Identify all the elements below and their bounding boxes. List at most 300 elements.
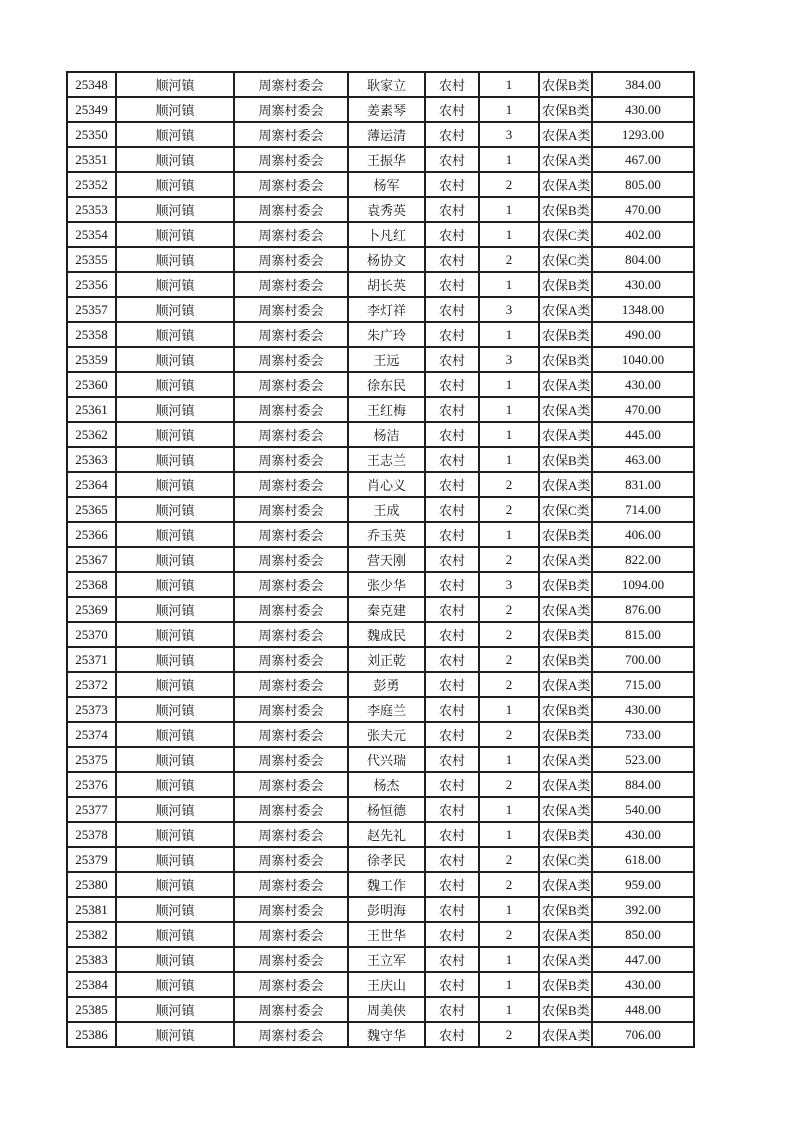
- cell-amount: 822.00: [592, 547, 694, 572]
- cell-id: 25380: [67, 872, 116, 897]
- table-row: [67, 772, 694, 797]
- cell-village: 周寨村委会: [234, 472, 348, 497]
- cell-id: 25348: [67, 72, 116, 97]
- cell-name: 胡长英: [348, 272, 425, 297]
- cell-name: 魏守华: [348, 1022, 425, 1047]
- cell-village: 周寨村委会: [234, 97, 348, 122]
- cell-residence: 农村: [425, 872, 479, 897]
- cell-residence: 农村: [425, 1022, 479, 1047]
- cell-id: 25352: [67, 172, 116, 197]
- cell-residence: 农村: [425, 272, 479, 297]
- cell-village: 周寨村委会: [234, 772, 348, 797]
- cell-amount: 1348.00: [592, 297, 694, 322]
- cell-count: 1: [479, 997, 539, 1022]
- table-row: [67, 222, 694, 247]
- cell-id: 25381: [67, 897, 116, 922]
- cell-amount: 448.00: [592, 997, 694, 1022]
- cell-insurance-category: 农保B类: [539, 647, 592, 672]
- cell-amount: 884.00: [592, 772, 694, 797]
- cell-name: 杨军: [348, 172, 425, 197]
- cell-village: 周寨村委会: [234, 647, 348, 672]
- cell-village: 周寨村委会: [234, 697, 348, 722]
- cell-residence: 农村: [425, 72, 479, 97]
- cell-count: 1: [479, 397, 539, 422]
- cell-name: 秦克建: [348, 597, 425, 622]
- cell-id: 25359: [67, 347, 116, 372]
- cell-count: 3: [479, 297, 539, 322]
- cell-name: 王振华: [348, 147, 425, 172]
- table-row: [67, 897, 694, 922]
- cell-town: 顺河镇: [116, 847, 234, 872]
- cell-village: 周寨村委会: [234, 622, 348, 647]
- cell-amount: 540.00: [592, 797, 694, 822]
- cell-residence: 农村: [425, 647, 479, 672]
- cell-amount: 470.00: [592, 397, 694, 422]
- table-row: [67, 922, 694, 947]
- table-row: [67, 247, 694, 272]
- cell-count: 3: [479, 122, 539, 147]
- cell-id: 25372: [67, 672, 116, 697]
- cell-insurance-category: 农保B类: [539, 572, 592, 597]
- cell-town: 顺河镇: [116, 922, 234, 947]
- cell-village: 周寨村委会: [234, 422, 348, 447]
- cell-town: 顺河镇: [116, 547, 234, 572]
- cell-village: 周寨村委会: [234, 922, 348, 947]
- cell-village: 周寨村委会: [234, 522, 348, 547]
- cell-name: 王庆山: [348, 972, 425, 997]
- cell-residence: 农村: [425, 722, 479, 747]
- cell-count: 2: [479, 872, 539, 897]
- cell-insurance-category: 农保A类: [539, 147, 592, 172]
- cell-village: 周寨村委会: [234, 897, 348, 922]
- cell-town: 顺河镇: [116, 747, 234, 772]
- table-row: [67, 597, 694, 622]
- cell-town: 顺河镇: [116, 322, 234, 347]
- cell-residence: 农村: [425, 147, 479, 172]
- cell-id: 25356: [67, 272, 116, 297]
- table-row: [67, 372, 694, 397]
- cell-amount: 715.00: [592, 672, 694, 697]
- cell-name: 袁秀英: [348, 197, 425, 222]
- cell-id: 25358: [67, 322, 116, 347]
- cell-name: 杨杰: [348, 772, 425, 797]
- cell-count: 2: [479, 847, 539, 872]
- cell-amount: 430.00: [592, 972, 694, 997]
- cell-village: 周寨村委会: [234, 497, 348, 522]
- cell-amount: 959.00: [592, 872, 694, 897]
- cell-residence: 农村: [425, 922, 479, 947]
- table-row: [67, 297, 694, 322]
- cell-town: 顺河镇: [116, 772, 234, 797]
- cell-id: 25373: [67, 697, 116, 722]
- cell-insurance-category: 农保B类: [539, 322, 592, 347]
- cell-insurance-category: 农保B类: [539, 822, 592, 847]
- cell-residence: 农村: [425, 347, 479, 372]
- cell-amount: 490.00: [592, 322, 694, 347]
- cell-count: 1: [479, 97, 539, 122]
- cell-amount: 430.00: [592, 272, 694, 297]
- cell-insurance-category: 农保A类: [539, 672, 592, 697]
- cell-name: 徐东民: [348, 372, 425, 397]
- table-row: [67, 997, 694, 1022]
- cell-residence: 农村: [425, 247, 479, 272]
- cell-count: 2: [479, 247, 539, 272]
- table-row: [67, 1022, 694, 1047]
- table-row: [67, 697, 694, 722]
- cell-village: 周寨村委会: [234, 147, 348, 172]
- cell-insurance-category: 农保A类: [539, 947, 592, 972]
- cell-residence: 农村: [425, 222, 479, 247]
- cell-town: 顺河镇: [116, 447, 234, 472]
- cell-town: 顺河镇: [116, 947, 234, 972]
- cell-name: 肖心义: [348, 472, 425, 497]
- cell-town: 顺河镇: [116, 797, 234, 822]
- table-row: [67, 647, 694, 672]
- cell-town: 顺河镇: [116, 497, 234, 522]
- cell-village: 周寨村委会: [234, 197, 348, 222]
- table-row: [67, 447, 694, 472]
- cell-insurance-category: 农保B类: [539, 897, 592, 922]
- cell-name: 赵先礼: [348, 822, 425, 847]
- cell-amount: 430.00: [592, 697, 694, 722]
- table-row: [67, 947, 694, 972]
- cell-id: 25361: [67, 397, 116, 422]
- table-row: [67, 97, 694, 122]
- cell-village: 周寨村委会: [234, 72, 348, 97]
- cell-count: 2: [479, 722, 539, 747]
- pension-table: [66, 71, 695, 1048]
- table-row: [67, 672, 694, 697]
- cell-residence: 农村: [425, 372, 479, 397]
- cell-name: 耿家立: [348, 72, 425, 97]
- cell-id: 25370: [67, 622, 116, 647]
- cell-town: 顺河镇: [116, 697, 234, 722]
- cell-town: 顺河镇: [116, 297, 234, 322]
- cell-insurance-category: 农保B类: [539, 97, 592, 122]
- cell-amount: 804.00: [592, 247, 694, 272]
- cell-insurance-category: 农保C类: [539, 847, 592, 872]
- cell-count: 1: [479, 897, 539, 922]
- cell-amount: 523.00: [592, 747, 694, 772]
- cell-residence: 农村: [425, 547, 479, 572]
- cell-residence: 农村: [425, 797, 479, 822]
- cell-id: 25386: [67, 1022, 116, 1047]
- cell-amount: 447.00: [592, 947, 694, 972]
- cell-village: 周寨村委会: [234, 822, 348, 847]
- cell-id: 25368: [67, 572, 116, 597]
- cell-count: 1: [479, 697, 539, 722]
- cell-id: 25376: [67, 772, 116, 797]
- cell-name: 王立军: [348, 947, 425, 972]
- cell-name: 李灯祥: [348, 297, 425, 322]
- cell-insurance-category: 农保B类: [539, 447, 592, 472]
- cell-insurance-category: 农保B类: [539, 997, 592, 1022]
- cell-town: 顺河镇: [116, 522, 234, 547]
- cell-village: 周寨村委会: [234, 247, 348, 272]
- cell-insurance-category: 农保A类: [539, 797, 592, 822]
- cell-name: 魏工作: [348, 872, 425, 897]
- cell-village: 周寨村委会: [234, 122, 348, 147]
- cell-insurance-category: 农保C类: [539, 497, 592, 522]
- cell-name: 杨洁: [348, 422, 425, 447]
- cell-amount: 470.00: [592, 197, 694, 222]
- cell-residence: 农村: [425, 522, 479, 547]
- table-row: [67, 847, 694, 872]
- cell-residence: 农村: [425, 322, 479, 347]
- cell-count: 1: [479, 522, 539, 547]
- cell-name: 张少华: [348, 572, 425, 597]
- cell-amount: 876.00: [592, 597, 694, 622]
- table-row: [67, 822, 694, 847]
- cell-amount: 406.00: [592, 522, 694, 547]
- cell-town: 顺河镇: [116, 372, 234, 397]
- cell-id: 25374: [67, 722, 116, 747]
- cell-id: 25353: [67, 197, 116, 222]
- cell-id: 25364: [67, 472, 116, 497]
- cell-town: 顺河镇: [116, 422, 234, 447]
- cell-name: 薄运清: [348, 122, 425, 147]
- cell-residence: 农村: [425, 397, 479, 422]
- cell-town: 顺河镇: [116, 172, 234, 197]
- cell-count: 3: [479, 572, 539, 597]
- cell-village: 周寨村委会: [234, 747, 348, 772]
- cell-count: 2: [479, 672, 539, 697]
- cell-village: 周寨村委会: [234, 872, 348, 897]
- cell-name: 王成: [348, 497, 425, 522]
- cell-count: 2: [479, 472, 539, 497]
- cell-name: 周美侠: [348, 997, 425, 1022]
- cell-amount: 618.00: [592, 847, 694, 872]
- cell-name: 姜素琴: [348, 97, 425, 122]
- cell-insurance-category: 农保A类: [539, 122, 592, 147]
- table-row: [67, 747, 694, 772]
- cell-name: 彭勇: [348, 672, 425, 697]
- cell-town: 顺河镇: [116, 572, 234, 597]
- cell-insurance-category: 农保B类: [539, 72, 592, 97]
- table-row: [67, 147, 694, 172]
- cell-town: 顺河镇: [116, 597, 234, 622]
- cell-name: 营天刚: [348, 547, 425, 572]
- cell-village: 周寨村委会: [234, 347, 348, 372]
- cell-id: 25375: [67, 747, 116, 772]
- cell-insurance-category: 农保B类: [539, 197, 592, 222]
- cell-residence: 农村: [425, 172, 479, 197]
- cell-village: 周寨村委会: [234, 672, 348, 697]
- cell-village: 周寨村委会: [234, 972, 348, 997]
- cell-residence: 农村: [425, 572, 479, 597]
- cell-village: 周寨村委会: [234, 372, 348, 397]
- cell-count: 2: [479, 497, 539, 522]
- cell-amount: 430.00: [592, 822, 694, 847]
- cell-residence: 农村: [425, 947, 479, 972]
- cell-town: 顺河镇: [116, 197, 234, 222]
- cell-residence: 农村: [425, 447, 479, 472]
- cell-insurance-category: 农保A类: [539, 872, 592, 897]
- cell-count: 1: [479, 972, 539, 997]
- cell-residence: 农村: [425, 472, 479, 497]
- cell-amount: 1040.00: [592, 347, 694, 372]
- cell-id: 25360: [67, 372, 116, 397]
- cell-town: 顺河镇: [116, 272, 234, 297]
- cell-id: 25383: [67, 947, 116, 972]
- cell-village: 周寨村委会: [234, 447, 348, 472]
- table-row: [67, 347, 694, 372]
- cell-residence: 农村: [425, 822, 479, 847]
- cell-amount: 445.00: [592, 422, 694, 447]
- cell-name: 杨恒德: [348, 797, 425, 822]
- table-row: [67, 172, 694, 197]
- cell-residence: 农村: [425, 622, 479, 647]
- cell-residence: 农村: [425, 897, 479, 922]
- cell-town: 顺河镇: [116, 1022, 234, 1047]
- cell-residence: 农村: [425, 672, 479, 697]
- cell-name: 王远: [348, 347, 425, 372]
- cell-count: 1: [479, 422, 539, 447]
- cell-village: 周寨村委会: [234, 222, 348, 247]
- cell-id: 25367: [67, 547, 116, 572]
- cell-village: 周寨村委会: [234, 547, 348, 572]
- cell-id: 25385: [67, 997, 116, 1022]
- cell-insurance-category: 农保A类: [539, 922, 592, 947]
- cell-insurance-category: 农保B类: [539, 697, 592, 722]
- cell-amount: 430.00: [592, 97, 694, 122]
- cell-amount: 430.00: [592, 372, 694, 397]
- table-row: [67, 622, 694, 647]
- table-row: [67, 122, 694, 147]
- cell-id: 25349: [67, 97, 116, 122]
- cell-insurance-category: 农保B类: [539, 522, 592, 547]
- cell-insurance-category: 农保A类: [539, 547, 592, 572]
- cell-id: 25351: [67, 147, 116, 172]
- cell-count: 1: [479, 197, 539, 222]
- table-row: [67, 497, 694, 522]
- cell-residence: 农村: [425, 847, 479, 872]
- cell-town: 顺河镇: [116, 822, 234, 847]
- cell-residence: 农村: [425, 697, 479, 722]
- cell-count: 1: [479, 747, 539, 772]
- cell-name: 王世华: [348, 922, 425, 947]
- cell-count: 2: [479, 922, 539, 947]
- cell-insurance-category: 农保A类: [539, 597, 592, 622]
- cell-town: 顺河镇: [116, 622, 234, 647]
- cell-residence: 农村: [425, 122, 479, 147]
- cell-insurance-category: 农保B类: [539, 622, 592, 647]
- cell-residence: 农村: [425, 597, 479, 622]
- cell-town: 顺河镇: [116, 647, 234, 672]
- table-row: [67, 197, 694, 222]
- cell-residence: 农村: [425, 972, 479, 997]
- cell-id: 25377: [67, 797, 116, 822]
- table-row: [67, 397, 694, 422]
- cell-count: 2: [479, 547, 539, 572]
- cell-id: 25369: [67, 597, 116, 622]
- cell-id: 25354: [67, 222, 116, 247]
- table-row: [67, 797, 694, 822]
- cell-count: 2: [479, 1022, 539, 1047]
- cell-name: 王志兰: [348, 447, 425, 472]
- cell-town: 顺河镇: [116, 347, 234, 372]
- cell-name: 徐孝民: [348, 847, 425, 872]
- table-row: [67, 272, 694, 297]
- cell-village: 周寨村委会: [234, 1022, 348, 1047]
- cell-amount: 384.00: [592, 72, 694, 97]
- cell-village: 周寨村委会: [234, 797, 348, 822]
- cell-name: 乔玉英: [348, 522, 425, 547]
- cell-amount: 1293.00: [592, 122, 694, 147]
- cell-town: 顺河镇: [116, 97, 234, 122]
- cell-insurance-category: 农保B类: [539, 722, 592, 747]
- cell-count: 2: [479, 597, 539, 622]
- cell-amount: 850.00: [592, 922, 694, 947]
- cell-town: 顺河镇: [116, 722, 234, 747]
- cell-village: 周寨村委会: [234, 572, 348, 597]
- cell-residence: 农村: [425, 97, 479, 122]
- cell-village: 周寨村委会: [234, 322, 348, 347]
- cell-name: 李庭兰: [348, 697, 425, 722]
- cell-id: 25365: [67, 497, 116, 522]
- table-row: [67, 422, 694, 447]
- cell-amount: 706.00: [592, 1022, 694, 1047]
- table-row: [67, 472, 694, 497]
- cell-amount: 392.00: [592, 897, 694, 922]
- cell-insurance-category: 农保A类: [539, 772, 592, 797]
- cell-count: 1: [479, 797, 539, 822]
- cell-insurance-category: 农保A类: [539, 472, 592, 497]
- table-row: [67, 872, 694, 897]
- cell-village: 周寨村委会: [234, 947, 348, 972]
- cell-count: 2: [479, 772, 539, 797]
- cell-name: 朱广玲: [348, 322, 425, 347]
- cell-amount: 700.00: [592, 647, 694, 672]
- cell-count: 3: [479, 347, 539, 372]
- cell-name: 张夫元: [348, 722, 425, 747]
- cell-village: 周寨村委会: [234, 397, 348, 422]
- cell-insurance-category: 农保C类: [539, 222, 592, 247]
- cell-village: 周寨村委会: [234, 172, 348, 197]
- cell-town: 顺河镇: [116, 72, 234, 97]
- table-row: [67, 547, 694, 572]
- cell-insurance-category: 农保B类: [539, 272, 592, 297]
- cell-village: 周寨村委会: [234, 272, 348, 297]
- cell-insurance-category: 农保A类: [539, 1022, 592, 1047]
- cell-id: 25357: [67, 297, 116, 322]
- cell-insurance-category: 农保A类: [539, 372, 592, 397]
- cell-id: 25363: [67, 447, 116, 472]
- cell-village: 周寨村委会: [234, 847, 348, 872]
- cell-amount: 1094.00: [592, 572, 694, 597]
- cell-count: 1: [479, 822, 539, 847]
- cell-insurance-category: 农保A类: [539, 422, 592, 447]
- cell-count: 1: [479, 372, 539, 397]
- cell-id: 25366: [67, 522, 116, 547]
- cell-count: 1: [479, 947, 539, 972]
- cell-town: 顺河镇: [116, 897, 234, 922]
- table-row: [67, 572, 694, 597]
- cell-id: 25350: [67, 122, 116, 147]
- cell-count: 2: [479, 622, 539, 647]
- cell-town: 顺河镇: [116, 397, 234, 422]
- cell-residence: 农村: [425, 422, 479, 447]
- cell-town: 顺河镇: [116, 122, 234, 147]
- cell-name: 代兴瑞: [348, 747, 425, 772]
- cell-count: 1: [479, 447, 539, 472]
- cell-amount: 733.00: [592, 722, 694, 747]
- cell-count: 1: [479, 222, 539, 247]
- cell-town: 顺河镇: [116, 972, 234, 997]
- cell-residence: 农村: [425, 497, 479, 522]
- cell-name: 杨协文: [348, 247, 425, 272]
- cell-id: 25382: [67, 922, 116, 947]
